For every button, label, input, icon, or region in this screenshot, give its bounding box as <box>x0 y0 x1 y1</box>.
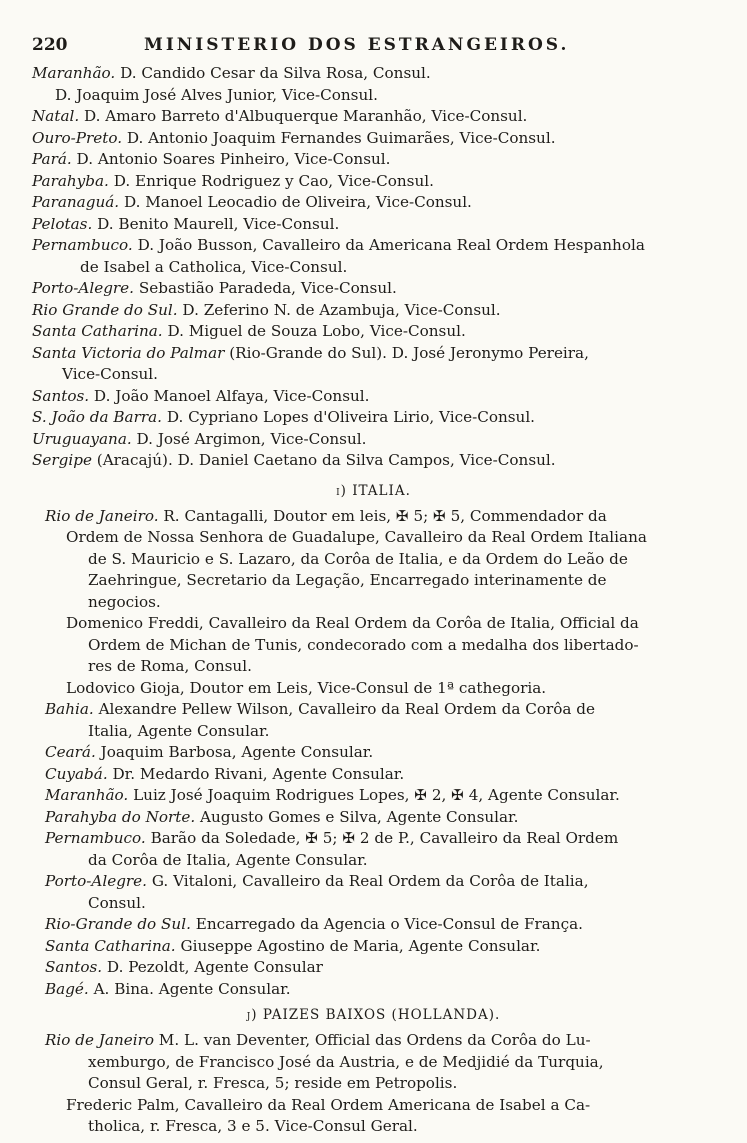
document-line <box>0 450 747 472</box>
document-line <box>0 1073 747 1095</box>
document-line <box>0 979 747 1001</box>
document-line <box>0 914 747 936</box>
entry-text: D. Benito Maurell, Vice-Consul. <box>92 214 340 233</box>
document-line <box>0 192 747 214</box>
place-name: Rio de Janeiro. <box>45 506 159 525</box>
place-name: Santos. <box>45 958 103 976</box>
document-line <box>0 106 747 128</box>
entry-text: D. Miguel de Souza Lobo, Vice-Consul. <box>162 322 466 340</box>
entry-text: Augusto Gomes e Silva, Agente Consular. <box>195 807 519 826</box>
entry-text: de S. Mauricio e S. Lazaro, da Corôa de Italia, e da Ordem do Leão de <box>88 549 628 568</box>
document-line <box>0 936 747 958</box>
entry-text: D. Antonio Joaquim Fernandes Guimarães, Vice-Consul. <box>122 128 556 147</box>
document-line <box>0 149 747 171</box>
entry-text: D. Amaro Barreto d'Albuquerque Maranhão, Vice-Consul. <box>79 107 528 125</box>
entry-text: D. Cypriano Lopes d'Oliveira Lirio, Vice-Consul. <box>162 408 536 426</box>
section-heading: j) PAIZES BAIXOS (HOLLANDA). <box>246 1007 501 1023</box>
entry-text: Consul. <box>88 893 146 912</box>
entry-text: Italia, Agente Consular. <box>88 721 270 740</box>
entry-text: Encarregado da Agencia o Vice-Consul de França. <box>190 915 583 933</box>
document-line <box>0 570 747 592</box>
page-number: 220 <box>32 35 68 55</box>
entry-text: (Aracajú). D. Daniel Caetano da Silva Campos, Vice-Consul. <box>91 451 556 469</box>
place-name: Maranhão. <box>45 786 129 804</box>
entry-text: D. Candido Cesar da Silva Rosa, Consul. <box>115 64 431 82</box>
entry-text: G. Vitaloni, Cavalleiro da Real Ordem da Corôa de Italia, <box>147 872 589 890</box>
place-name: Pernambuco. <box>32 236 133 254</box>
document-line <box>0 1095 747 1117</box>
place-name: Uruguayana. <box>32 429 132 448</box>
section-heading: i) ITALIA. <box>336 482 411 499</box>
place-name: Ceará. <box>45 743 96 761</box>
place-name: Pernambuco. <box>45 829 146 847</box>
document-line <box>0 764 747 786</box>
entry-text: Giuseppe Agostino de Maria, Agente Consular. <box>175 936 541 955</box>
entry-text: Vice-Consul. <box>62 365 158 383</box>
entry-text: Ordem de Nossa Senhora de Guadalupe, Cavalleiro da Real Ordem Italiana <box>66 528 647 546</box>
document-line <box>0 214 747 236</box>
document-line <box>0 85 747 107</box>
entry-text: tholica, r. Fresca, 3 e 5. Vice-Consul Geral. <box>88 1117 418 1135</box>
place-name: Natal. <box>32 107 80 125</box>
place-name: Paranaguá. <box>32 193 120 211</box>
place-name: Rio-Grande do Sul. <box>45 915 191 933</box>
document-line <box>0 527 747 549</box>
entry-text: Consul Geral, r. Fresca, 5; reside em Petropolis. <box>88 1074 458 1092</box>
document-line <box>0 364 747 386</box>
document-line <box>0 592 747 614</box>
place-name: Santa Catharina. <box>32 322 163 340</box>
entry-text: da Corôa de Italia, Agente Consular. <box>88 850 368 869</box>
document-line <box>0 278 747 300</box>
document-line <box>0 1052 747 1074</box>
entry-text: M. L. van Deventer, Official das Ordens da Corôa do Lu- <box>153 1031 591 1049</box>
document-line <box>0 300 747 322</box>
document-line <box>0 635 747 657</box>
document-line <box>0 850 747 872</box>
entry-text: Zaehringue, Secretario da Legação, Encarregado interinamente de <box>88 571 607 589</box>
entry-text: Lodovico Gioja, Doutor em Leis, Vice-Consul de 1ª cathegoria. <box>66 678 547 697</box>
document-line <box>0 613 747 635</box>
document-line <box>0 128 747 150</box>
document-line <box>0 1030 747 1052</box>
entry-text: Alexandre Pellew Wilson, Cavalleiro da Real Ordem da Corôa de <box>93 700 595 718</box>
place-name: Cuyabá. <box>45 764 108 783</box>
place-name: S. João da Barra. <box>32 408 162 426</box>
place-name: Bahia. <box>45 700 94 718</box>
document-line <box>0 257 747 279</box>
document-line <box>0 343 747 365</box>
document-line <box>0 785 747 807</box>
document-line <box>0 699 747 721</box>
document-line <box>0 1116 747 1138</box>
entry-text: res de Roma, Consul. <box>88 657 252 675</box>
entry-text: Joaquim Barbosa, Agente Consular. <box>95 743 374 761</box>
place-name: Santa Victoria do Palmar <box>32 343 225 362</box>
entry-text: (Rio-Grande do Sul). D. José Jeronymo Pereira, <box>224 343 589 362</box>
document-line <box>0 506 747 528</box>
entry-text: Ordem de Michan de Tunis, condecorado com a medalha dos libertado- <box>88 635 639 654</box>
entry-text: Domenico Freddi, Cavalleiro da Real Ordem da Corôa de Italia, Official da <box>66 614 639 632</box>
document-line <box>0 429 747 451</box>
entry-text: de Isabel a Catholica, Vice-Consul. <box>80 257 348 276</box>
place-name: Pelotas. <box>32 214 93 233</box>
entry-text: xemburgo, de Francisco José da Austria, e de Medjidié da Turquia, <box>88 1052 604 1071</box>
document-line <box>0 656 747 678</box>
entry-text: D. José Argimon, Vice-Consul. <box>131 429 367 448</box>
place-name: Sergipe <box>32 451 92 469</box>
entry-text: Dr. Medardo Rivani, Agente Consular. <box>107 764 405 783</box>
place-name: Porto-Alegre. <box>45 872 147 890</box>
document-body <box>0 63 747 1138</box>
entry-text: Frederic Palm, Cavalleiro da Real Ordem Americana de Isabel a Ca- <box>66 1095 591 1114</box>
place-name: Pará. <box>32 150 72 168</box>
place-name: Bagé. <box>45 979 89 998</box>
document-line <box>0 171 747 193</box>
place-name: Rio de Janeiro <box>45 1031 154 1049</box>
document-line <box>0 828 747 850</box>
entry-text: D. Enrique Rodriguez y Cao, Vice-Consul. <box>108 171 434 190</box>
entry-text: R. Cantagalli, Doutor em leis, ✠ 5; ✠ 5, Commendador da <box>158 506 607 525</box>
document-line <box>0 957 747 979</box>
entry-text: D. Pezoldt, Agente Consular <box>102 958 323 976</box>
document-line <box>0 386 747 408</box>
document-line <box>0 678 747 700</box>
place-name: Maranhão. <box>32 64 116 82</box>
entry-text: D. Zeferino N. de Azambuja, Vice-Consul. <box>177 300 501 319</box>
entry-text: Barão da Soledade, ✠ 5; ✠ 2 de P., Cavalleiro da Real Ordem <box>145 829 619 847</box>
place-name: Rio Grande do Sul. <box>32 300 178 319</box>
document-line <box>0 893 747 915</box>
document-line <box>0 407 747 429</box>
document-line <box>0 235 747 257</box>
document-line <box>0 742 747 764</box>
entry-text: D. Manoel Leocadio de Oliveira, Vice-Consul. <box>119 193 472 211</box>
entry-text: negocios. <box>88 592 161 611</box>
place-name: Santa Catharina. <box>45 936 176 955</box>
entry-text: Sebastião Paradeda, Vice-Consul. <box>134 279 397 297</box>
document-line <box>0 871 747 893</box>
running-title: MINISTERIO DOS ESTRANGEIROS. <box>144 35 570 55</box>
document-line <box>0 63 747 85</box>
document-line <box>0 721 747 743</box>
place-name: Porto-Alegre. <box>32 279 134 297</box>
entry-text: D. João Busson, Cavalleiro da Americana Real Ordem Hespanhola <box>132 236 645 254</box>
document-line <box>0 549 747 571</box>
entry-text: A. Bina. Agente Consular. <box>88 979 291 998</box>
entry-text: Luiz José Joaquim Rodrigues Lopes, ✠ 2, ✠ 4, Agente Consular. <box>128 786 620 804</box>
entry-text: D. Antonio Soares Pinheiro, Vice-Consul. <box>71 150 391 168</box>
document-line <box>0 807 747 829</box>
document-line <box>0 321 747 343</box>
place-name: Ouro-Preto. <box>32 128 123 147</box>
entry-text: D. Joaquim José Alves Junior, Vice-Consul. <box>55 85 378 104</box>
place-name: Santos. <box>32 386 90 405</box>
entry-text: D. João Manoel Alfaya, Vice-Consul. <box>89 386 370 405</box>
place-name: Parahyba. <box>32 171 109 190</box>
place-name: Parahyba do Norte. <box>45 807 196 826</box>
